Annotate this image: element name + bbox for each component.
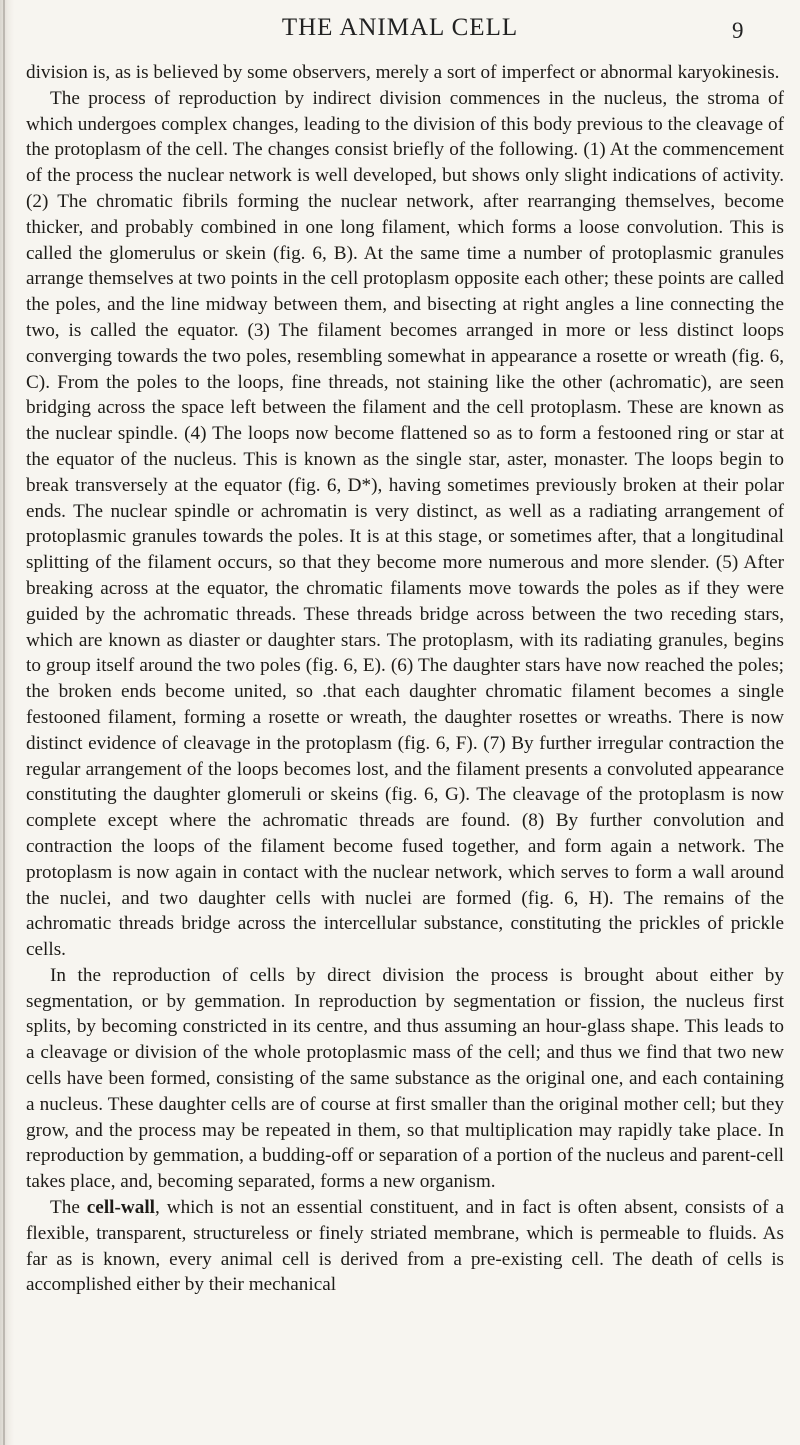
running-title: THE ANIMAL CELL xyxy=(281,14,519,41)
cell-wall-term: cell-wall xyxy=(86,1197,155,1219)
binding-gutter xyxy=(0,0,14,1445)
body-text xyxy=(26,60,784,1298)
cell-wall-text: , which is not an essential constituent, and in fact is often absent, consists of a flexible, transparent, structureless or finely striated membrane, which is permeable to fluids. As far as is known, every animal cell is derived from a pre-existing cell. The death of cells is accomplished either by their mechanical xyxy=(26,1197,784,1296)
gutter-shadow-line xyxy=(3,0,5,1445)
paragraph-cell-wall xyxy=(26,1195,784,1298)
cell-wall-lead: The xyxy=(50,1197,87,1219)
paragraph-direct-division: In the reproduction of cells by direct division the process is brought about either by segmentation, or by gemmation. In reproduction by segmentation or fission, the nucleus first splits, by becoming constricted in its centre, and thus assuming an hour-glass shape. This leads to a cleavage or division of the whole protoplasmic mass of the cell; and thus we find that two new cells have been formed, consisting of the same substance as the original one, and each containing a nucleus. These daughter cells are of course at first smaller than the original mother cell; but they grow, and the process may be repeated in them, so that multiplication may rapidly take place. In reproduction by gemmation, a budding-off or separation of a portion of the nucleus and parent-cell takes place, and, becoming separated, forms a new organism. xyxy=(26,964,784,1193)
paragraph-continuation: division is, as is believed by some observers, merely a sort of imperfect or abnormal karyokinesis. xyxy=(26,62,780,83)
page-number: 9 xyxy=(732,18,744,43)
paragraph-indirect-division: The process of reproduction by indirect division commences in the nucleus, the stroma of which undergoes complex changes, leading to the division of this body previous to the cleavage of the protoplasm of the cell. The changes consist briefly of the following. (1) At the commencement of the process the nuclear network is well developed, but shows only slight indications of activity. (2) The chromatic fibrils forming the nuclear network, after rearranging themselves, become thicker, and probably combined in one long filament, which forms a loose convolution. This is called the glomerulus or skein (fig. 6, B). At the same time a number of protoplasmic granules arrange themselves at two points in the cell protoplasm opposite each other; these points are called the poles, and the line midway between them, and bisecting at right angles a line connecting the two, is called the equator. (3) The filament becomes arranged in more or less distinct loops converging towards the two poles, resembling somewhat in appearance a rosette or wreath (fig. 6, C). From the poles to the loops, fine threads, not staining like the other (achromatic), are seen bridging across the space left between the filament and the cell protoplasm. These are known as the nuclear spindle. (4) The loops now become flattened so as to form a festooned ring or star at the equator of the nucleus. This is known as the single star, aster, monaster. The loops begin to break transversely at the equator (fig. 6, D*), having sometimes previously broken at their polar ends. The nuclear spindle or achromatin is very distinct, as well as a radiating arrangement of protoplasmic granules towards the poles. It is at this stage, or sometimes after, that a longitudinal splitting of the filament occurs, so that they become more numerous and more slender. (5) After breaking across at the equator, the chromatic filaments move towards the poles as if they were guided by the achromatic threads. These threads bridge across between the two receding stars, which are known as diaster or daughter stars. The protoplasm, with its radiating granules, begins to group itself around the two poles (fig. 6, E). (6) The daughter stars have now reached the poles; the broken ends become united, so .that each daughter chromatic filament becomes a single festooned filament, forming a rosette or wreath, the daughter rosettes or wreaths. There is now distinct evidence of cleavage in the protoplasm (fig. 6, F). (7) By further irregular contraction the regular arrangement of the loops becomes lost, and the filament presents a convoluted appearance constituting the daughter glomeruli or skeins (fig. 6, G). The cleavage of the protoplasm is now complete except where the achromatic threads are found. (8) By further convolution and contraction the loops of the filament become fused together, and form again a network. The protoplasm is now again in contact with the nuclear network, which serves to form a wall around the nuclei, and two daughter cells with nuclei are formed (fig. 6, H). The remains of the achromatic threads bridge across the intercellular substance, constituting the prickles of prickle cells. xyxy=(26,87,784,961)
